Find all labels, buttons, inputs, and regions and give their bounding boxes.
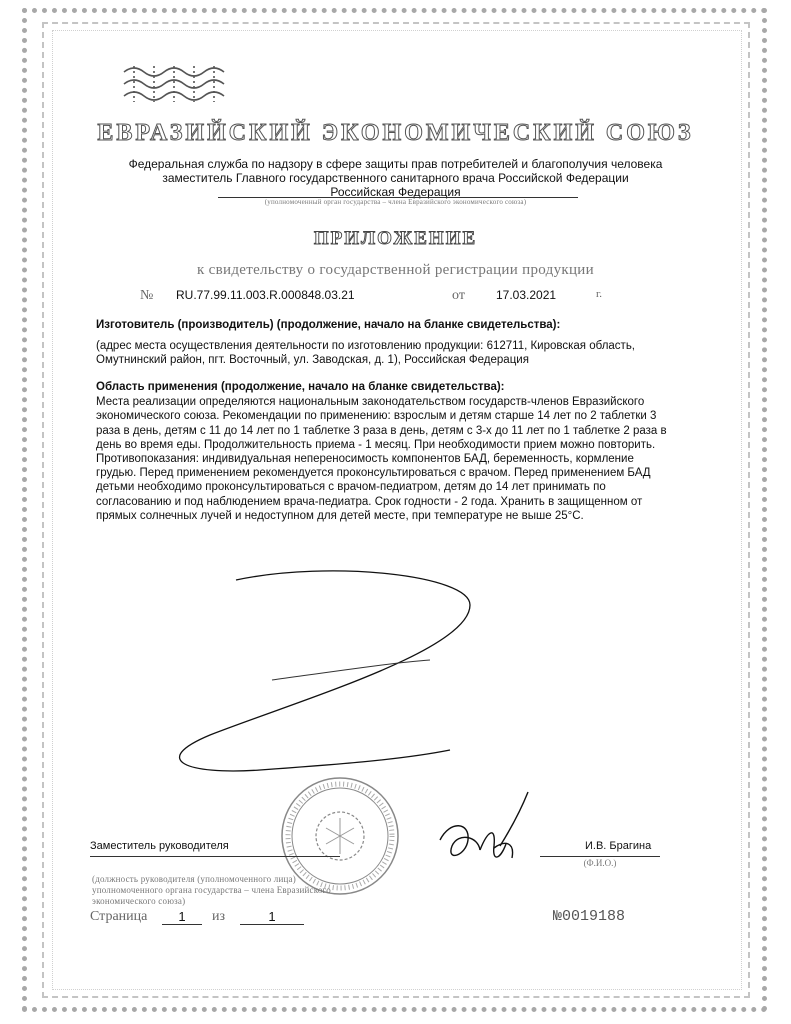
serial-number: №0019188: [553, 908, 626, 925]
name-underline: [540, 856, 660, 857]
signatory-name: И.В. Брагина: [585, 840, 652, 852]
agency-name: Федеральная служба по надзору в сфере защиты прав потребителей и благополучия человека: [128, 157, 663, 171]
year-suffix: г.: [596, 288, 603, 300]
appendix-title: ПРИЛОЖЕНИЕ: [313, 228, 478, 249]
agency-official: заместитель Главного государственного санитарного врача Российской Федерации: [162, 171, 629, 185]
date-label: от: [452, 288, 465, 303]
page-total: 1: [240, 909, 304, 925]
scope-text: Места реализации определяются национальным законодательством государств-членов Евразийского экономического союза. Рекомендации по применению: взрослым и детям старше 14 лет по 2 таблетки 3 раза в день, детям с 11 до 14 лет по 1 таблетке 3 раза в день, детям с 3-х до 11 лет по 1 таблетке 2 раза в день во время еды. Продолжительность приема - 1 месяц. При необходимости прием можно повторить. Противопоказания: индивидуальная непереносимость компонентов БАД, беременность, кормление грудью. Перед применением рекомендуется проконсультироваться с врачом. Перед применением БАД детьми необходимо проконсультироваться с врачом-педиатром, детям до 14 лет принимать по согласованию и под наблюдением врача-педиатра. Срок годности - 2 года. Хранить в защищенном от прямых солнечных лучей и недоступном для детей месте, при температуре не выше 25°C.: [96, 396, 667, 522]
agency-caption: (уполномоченный орган государства – члена Евразийского экономического союза): [264, 198, 527, 206]
number-label: №: [140, 288, 154, 303]
name-caption: (Ф.И.О.): [583, 858, 617, 868]
signatory-position: Заместитель руководителя: [90, 840, 229, 852]
manufacturer-heading: Изготовитель (производитель) (продолжение, начало на бланке свидетельства):: [96, 319, 561, 331]
page-number: 1: [162, 909, 202, 925]
page-total-wrap: [240, 909, 304, 925]
appendix-subtitle: к свидетельству о государственной регистрации продукции: [197, 262, 594, 278]
union-title: ЕВРАЗИЙСКИЙ ЭКОНОМИЧЕСКИЙ СОЮЗ: [97, 120, 694, 146]
position-caption: (должность руководителя (уполномоченного лица) уполномоченного органа государства – члена Евразийского экономического союза): [92, 874, 331, 906]
certificate-date: 17.03.2021: [496, 288, 557, 302]
manufacturer-text: (адрес места осуществления деятельности по изготовлению продукции: 612711, Кировская область, Омутнинский район, пгт. Восточный, ул. Заводская, д. 1), Российская Федерация: [96, 340, 636, 367]
scope-heading: Область применения (продолжение, начало на бланке свидетельства):: [96, 381, 505, 393]
position-underline: [90, 856, 340, 857]
page-number-wrap: [162, 909, 202, 925]
of-label: из: [212, 909, 226, 924]
certificate-number: RU.77.99.11.003.R.000848.03.21: [176, 288, 355, 302]
page-label: Страница: [90, 909, 148, 924]
agency-country: Российская Федерация: [330, 185, 461, 199]
